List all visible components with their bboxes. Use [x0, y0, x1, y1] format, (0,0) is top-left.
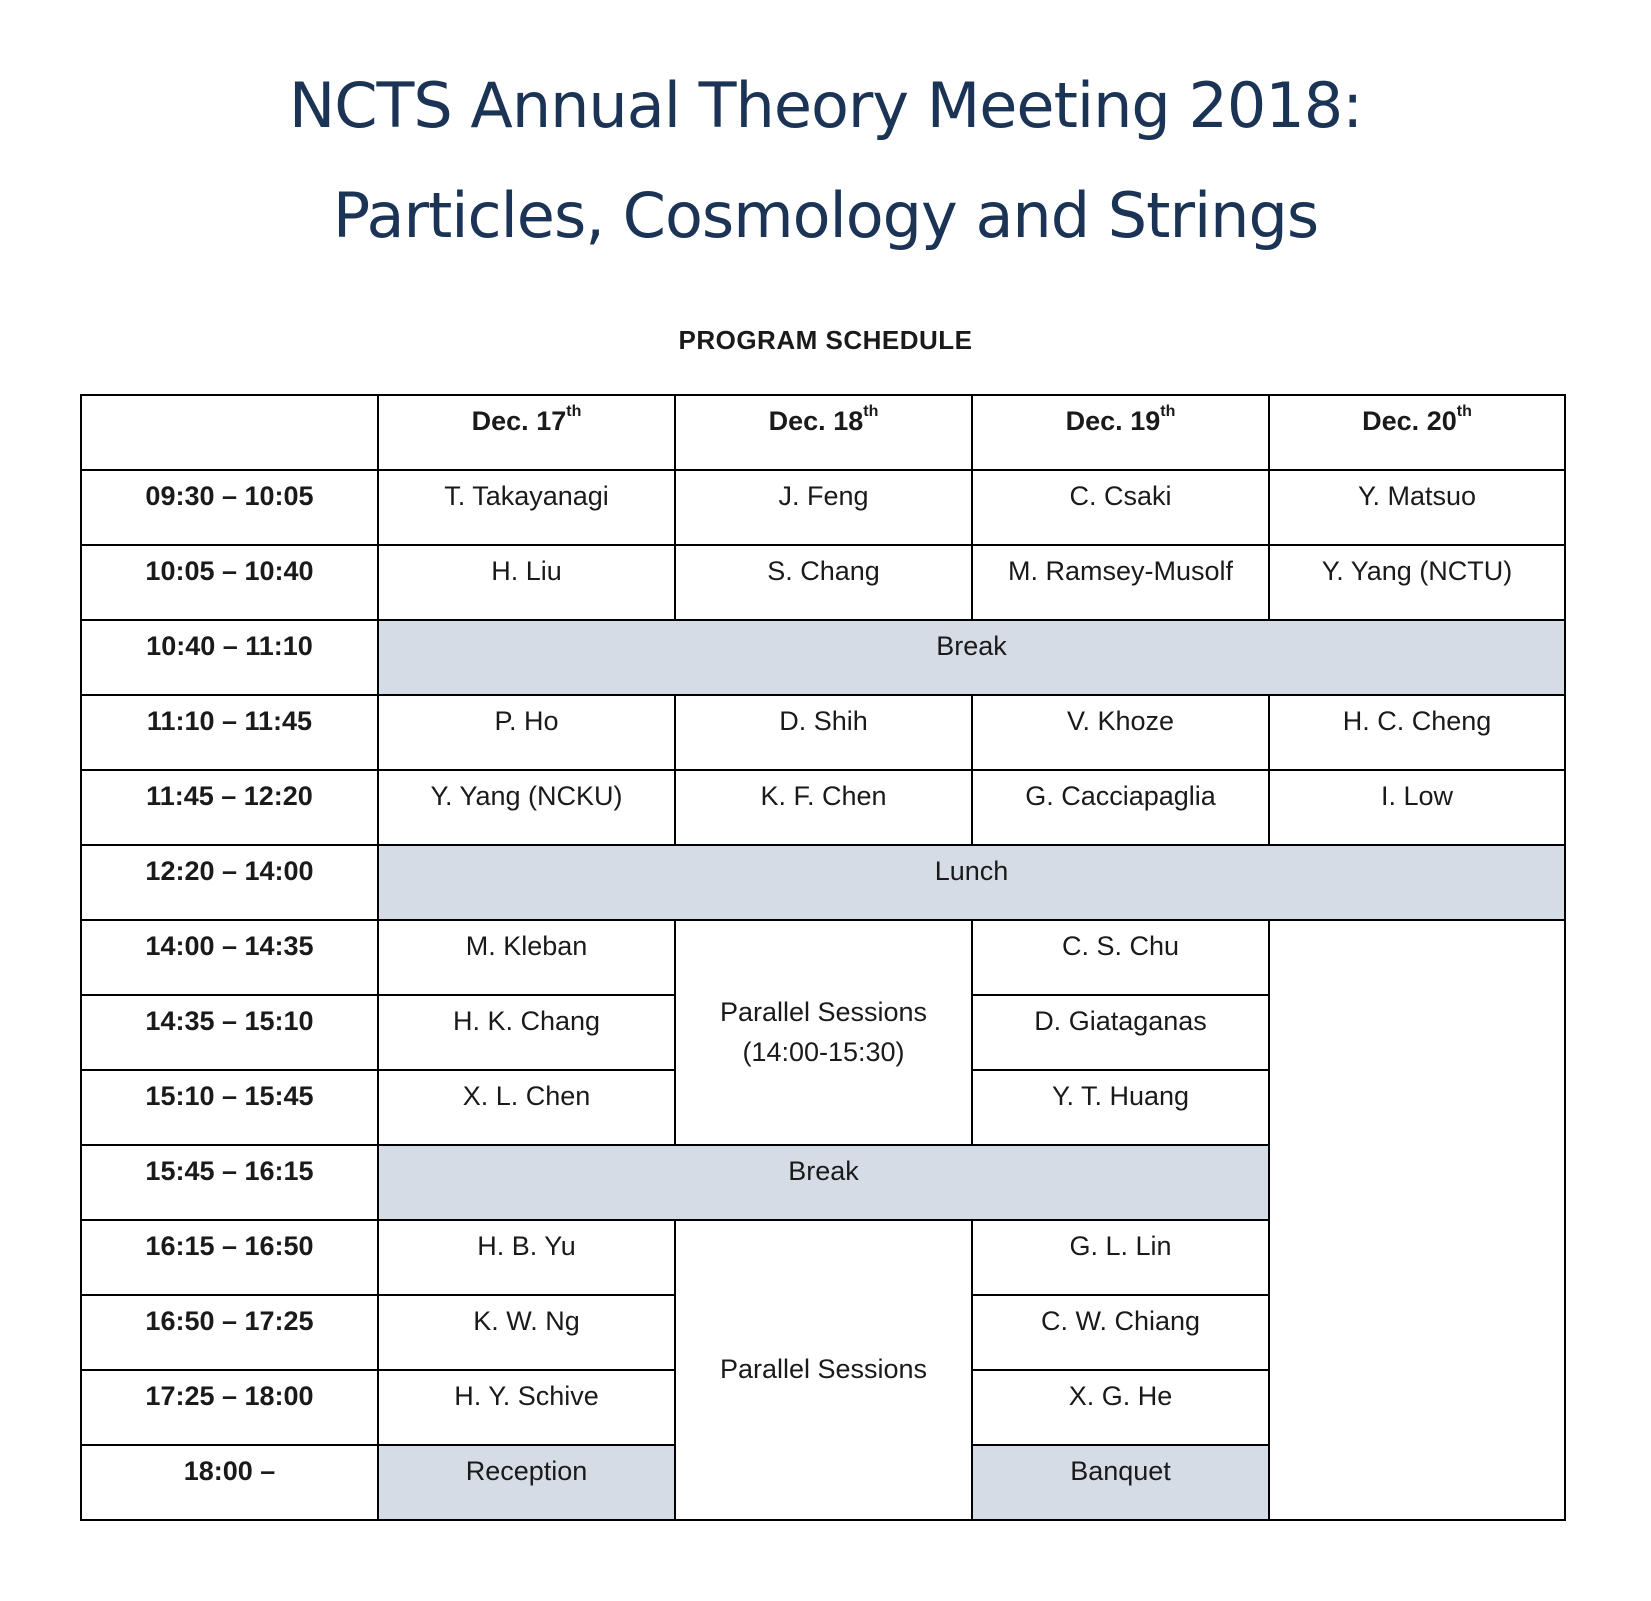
table-row — [81, 620, 1565, 695]
speaker-cell: Y. T. Huang — [972, 1070, 1269, 1145]
program-schedule-heading: PROGRAM SCHEDULE — [678, 325, 973, 355]
time-cell: 11:45 – 12:20 — [81, 770, 378, 845]
speaker-cell: M. Ramsey-Musolf — [972, 545, 1269, 620]
speaker-cell: V. Khoze — [972, 695, 1269, 770]
corner-cell — [81, 395, 378, 470]
table-row — [81, 920, 1565, 995]
speaker-cell: T. Takayanagi — [378, 470, 675, 545]
time-cell: 18:00 – — [81, 1445, 378, 1520]
day-suffix: th — [1456, 403, 1472, 420]
speaker-cell: C. W. Chiang — [972, 1295, 1269, 1370]
speaker-cell: M. Kleban — [378, 920, 675, 995]
speaker-cell: I. Low — [1269, 770, 1565, 845]
table-row — [81, 845, 1565, 920]
banquet-cell: Banquet — [972, 1445, 1269, 1520]
speaker-cell: Y. Yang (NCKU) — [378, 770, 675, 845]
speaker-cell: Y. Yang (NCTU) — [1269, 545, 1565, 620]
time-cell: 17:25 – 18:00 — [81, 1370, 378, 1445]
day-header-dec17 — [378, 395, 675, 470]
header-row — [81, 395, 1565, 470]
day-label: Dec. 17 — [471, 406, 567, 436]
time-cell: 16:15 – 16:50 — [81, 1220, 378, 1295]
title-line-2: Particles, Cosmology and Strings — [332, 179, 1319, 252]
table-row — [81, 695, 1565, 770]
day-suffix: th — [566, 403, 582, 420]
time-cell: 10:40 – 11:10 — [81, 620, 378, 695]
reception-cell: Reception — [378, 1445, 675, 1520]
time-cell: 15:45 – 16:15 — [81, 1145, 378, 1220]
speaker-cell: P. Ho — [378, 695, 675, 770]
day-label: Dec. 20 — [1362, 406, 1457, 436]
table-row — [81, 545, 1565, 620]
parallel-sessions-time: (14:00-15:30) — [742, 1036, 905, 1067]
parallel-sessions-cell-2: Parallel Sessions — [675, 1220, 972, 1520]
speaker-cell: D. Giataganas — [972, 995, 1269, 1070]
lunch-cell: Lunch — [378, 845, 1565, 920]
speaker-cell: K. W. Ng — [378, 1295, 675, 1370]
speaker-cell: C. Csaki — [972, 470, 1269, 545]
table-row — [81, 470, 1565, 545]
speaker-cell: S. Chang — [675, 545, 972, 620]
speaker-cell: K. F. Chen — [675, 770, 972, 845]
day-suffix: th — [1160, 403, 1176, 420]
time-cell: 14:35 – 15:10 — [81, 995, 378, 1070]
title-line-1: NCTS Annual Theory Meeting 2018: — [288, 69, 1363, 142]
speaker-cell: X. L. Chen — [378, 1070, 675, 1145]
speaker-cell: G. Cacciapaglia — [972, 770, 1269, 845]
day-label: Dec. 18 — [768, 406, 864, 436]
speaker-cell: H. C. Cheng — [1269, 695, 1565, 770]
time-cell: 16:50 – 17:25 — [81, 1295, 378, 1370]
break-cell: Break — [378, 620, 1565, 695]
speaker-cell: H. Y. Schive — [378, 1370, 675, 1445]
day-suffix: th — [863, 403, 879, 420]
time-cell: 09:30 – 10:05 — [81, 470, 378, 545]
time-cell: 10:05 – 10:40 — [81, 545, 378, 620]
speaker-cell: H. Liu — [378, 545, 675, 620]
table-row — [81, 770, 1565, 845]
speaker-cell: X. G. He — [972, 1370, 1269, 1445]
speaker-cell: H. B. Yu — [378, 1220, 675, 1295]
parallel-sessions-cell-1 — [675, 920, 972, 1145]
speaker-cell: D. Shih — [675, 695, 972, 770]
day-header-dec20 — [1269, 395, 1565, 470]
speaker-cell: G. L. Lin — [972, 1220, 1269, 1295]
day-label: Dec. 19 — [1065, 406, 1161, 436]
dec20-empty-cell — [1269, 920, 1565, 1520]
speaker-cell: H. K. Chang — [378, 995, 675, 1070]
break-cell: Break — [378, 1145, 1269, 1220]
speaker-cell: Y. Matsuo — [1269, 470, 1565, 545]
day-header-dec19 — [972, 395, 1269, 470]
time-cell: 14:00 – 14:35 — [81, 920, 378, 995]
speaker-cell: C. S. Chu — [972, 920, 1269, 995]
parallel-sessions-label: Parallel Sessions — [719, 997, 928, 1028]
schedule-table — [80, 394, 1566, 1521]
time-cell: 11:10 – 11:45 — [81, 695, 378, 770]
time-cell: 15:10 – 15:45 — [81, 1070, 378, 1145]
day-header-dec18 — [675, 395, 972, 470]
speaker-cell: J. Feng — [675, 470, 972, 545]
time-cell: 12:20 – 14:00 — [81, 845, 378, 920]
